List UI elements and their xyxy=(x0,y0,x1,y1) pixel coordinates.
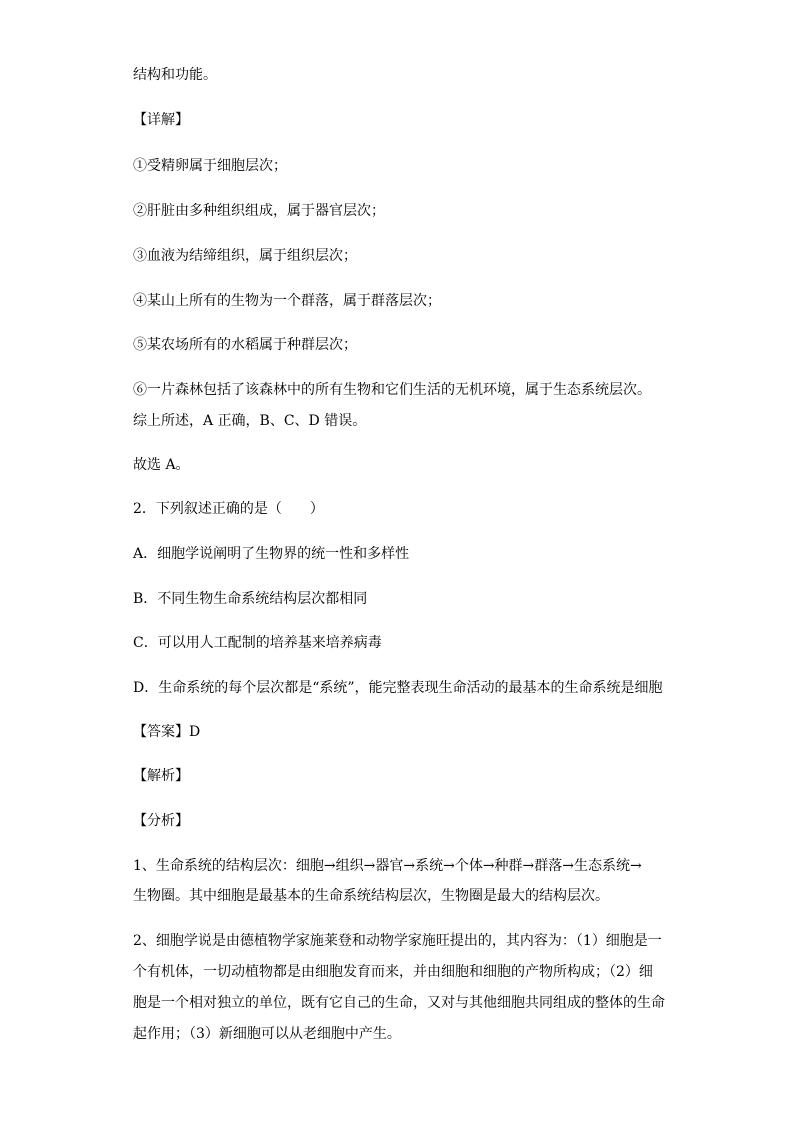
text-line-continuation: 结构和功能。 xyxy=(133,67,217,83)
option-b: B．不同生物生命系统结构层次都相同 xyxy=(133,591,368,607)
analysis-point-2-line-1: 2、细胞学说是由德植物学家施莱登和动物学家施旺提出的，其内容为：（1）细胞是一 xyxy=(133,933,662,949)
detail-item-1: ①受精卵属于细胞层次； xyxy=(133,158,287,174)
detail-item-6: ⑥一片森林包括了该森林中的所有生物和它们生活的无机环境，属于生态系统层次。 xyxy=(133,382,651,398)
analysis-point-1-line-2: 生物圈。其中细胞是最基本的生命系统结构层次，生物圈是最大的结构层次。 xyxy=(133,888,609,904)
option-c: C．可以用人工配制的培养基来培养病毒 xyxy=(133,635,382,651)
analysis-point-1-line-1: 1、生命系统的结构层次：细胞→组织→器官→系统→个体→种群→群落→生态系统→ xyxy=(133,858,642,874)
option-a: A．细胞学说阐明了生物界的统一性和多样性 xyxy=(133,546,410,562)
breakdown-heading: 【分析】 xyxy=(133,813,189,829)
detail-item-3: ③血液为结缔组织，属于组织层次； xyxy=(133,248,357,264)
summary-line: 综上所述，A 正确，B、C、D 错误。 xyxy=(133,413,367,429)
detail-item-5: ⑤某农场所有的水稻属于种群层次； xyxy=(133,337,357,353)
answer-label: 【答案】D xyxy=(133,724,201,740)
section-heading-detail: 【详解】 xyxy=(133,112,189,128)
detail-item-4: ④某山上所有的生物为一个群落，属于群落层次； xyxy=(133,293,441,309)
question-2-stem: 2．下列叙述正确的是（ ） xyxy=(133,501,324,517)
analysis-heading: 【解析】 xyxy=(133,768,189,784)
analysis-point-2-line-3: 胞是一个相对独立的单位，既有它自己的生命，又对与其他细胞共同组成的整体的生命 xyxy=(133,995,665,1011)
analysis-point-2-line-2: 个有机体，一切动植物都是由细胞发育而来，并由细胞和细胞的产物所构成；（2）细 xyxy=(133,964,653,980)
answer-choice-line: 故选 A。 xyxy=(133,457,190,473)
option-d: D．生命系统的每个层次都是“系统”，能完整表现生命活动的最基本的生命系统是细胞 xyxy=(133,680,663,696)
detail-item-2: ②肝脏由多种组织组成，属于器官层次； xyxy=(133,203,385,219)
analysis-point-2-line-4: 起作用；（3）新细胞可以从老细胞中产生。 xyxy=(133,1026,401,1042)
